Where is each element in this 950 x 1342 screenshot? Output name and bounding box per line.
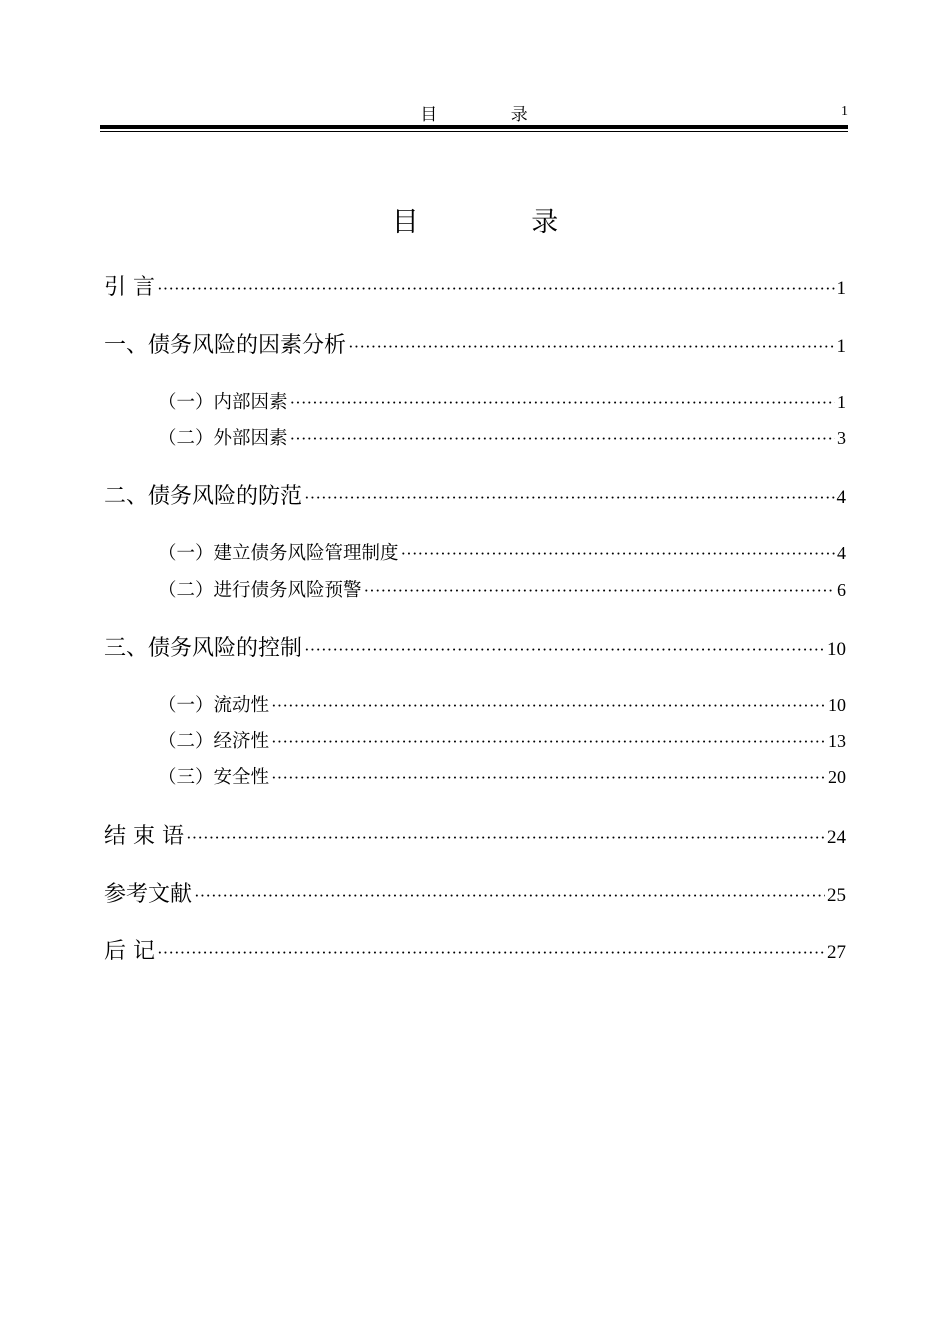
toc-entry-label: 一、债务风险的因素分析: [104, 333, 347, 358]
header-rule-thin: [100, 131, 848, 132]
toc-entry-section-1-1[interactable]: [104, 388, 846, 414]
toc-entry-page: 24: [827, 827, 846, 848]
toc-entry-label: 引 言: [104, 275, 155, 300]
toc-entry-page: 6: [837, 580, 846, 600]
toc-dot-leader: [401, 544, 835, 564]
toc-entry-label: 三、债务风险的控制: [104, 636, 303, 661]
toc-dot-leader: [186, 828, 825, 848]
toc-entry-page: 1: [837, 392, 846, 412]
toc-entry-section-3-2[interactable]: [104, 727, 846, 753]
toc-entry-section-2[interactable]: [104, 479, 846, 510]
toc-dot-leader: [364, 581, 835, 601]
toc-dot-leader: [271, 696, 826, 716]
toc-entry-label: （二）进行债务风险预警: [158, 580, 362, 601]
toc-dot-leader: [348, 337, 834, 357]
header-title: 目 录: [420, 105, 562, 125]
toc-entry-page: 25: [827, 885, 846, 906]
toc-entry-references[interactable]: [104, 877, 846, 908]
page-header: [100, 96, 848, 136]
toc-entry-page: 4: [836, 487, 846, 508]
toc-entry-label: 结 束 语: [104, 824, 184, 849]
toc-entry-section-2-1[interactable]: [104, 539, 846, 565]
toc-entry-page: 20: [828, 767, 846, 787]
toc-entry-section-2-2[interactable]: [104, 576, 846, 602]
toc-dot-leader: [304, 488, 834, 508]
toc-entry-page: 10: [827, 639, 846, 660]
toc-entry-conclusion[interactable]: [104, 819, 846, 850]
toc-entry-label: （二）外部因素: [158, 428, 288, 449]
toc-dot-leader: [290, 393, 835, 413]
toc-entry-section-3[interactable]: [104, 631, 846, 662]
toc-entry-label: （一）建立债务风险管理制度: [158, 543, 399, 564]
toc-entry-page: 1: [836, 336, 846, 357]
toc-dot-leader: [271, 768, 826, 788]
header-rule-thick: [100, 125, 848, 129]
toc-entry-page: 10: [828, 695, 846, 715]
toc-entry-page: 4: [837, 543, 846, 563]
toc-dot-leader: [157, 943, 825, 963]
header-page-number: 1: [841, 104, 848, 119]
toc-dot-leader: [290, 429, 835, 449]
toc-entry-label: 参考文献: [104, 882, 193, 907]
toc-entry-page: 27: [827, 942, 846, 963]
toc-entry-label: （三）安全性: [158, 767, 270, 788]
toc-entry-page: 1: [836, 278, 846, 299]
toc-entry-section-3-3[interactable]: [104, 763, 846, 789]
toc-entry-introduction[interactable]: [104, 270, 846, 301]
toc-entry-page: 13: [828, 731, 846, 751]
toc-dot-leader: [157, 279, 835, 299]
toc-dot-leader: [304, 640, 825, 660]
toc-title: 目 录: [391, 207, 611, 238]
toc-entry-section-1[interactable]: [104, 328, 846, 359]
toc-entry-section-3-1[interactable]: [104, 691, 846, 717]
toc-entry-label: （一）内部因素: [158, 392, 288, 413]
toc-entry-page: 3: [837, 428, 846, 448]
toc-entry-label: （一）流动性: [158, 695, 270, 716]
toc-dot-leader: [271, 732, 826, 752]
toc-dot-leader: [194, 886, 825, 906]
toc-entry-label: 二、债务风险的防范: [104, 484, 303, 509]
toc-entry-label: （二）经济性: [158, 731, 270, 752]
toc-entry-label: 后 记: [104, 939, 155, 964]
toc-entry-postscript[interactable]: [104, 934, 846, 965]
toc-entry-section-1-2[interactable]: [104, 424, 846, 450]
